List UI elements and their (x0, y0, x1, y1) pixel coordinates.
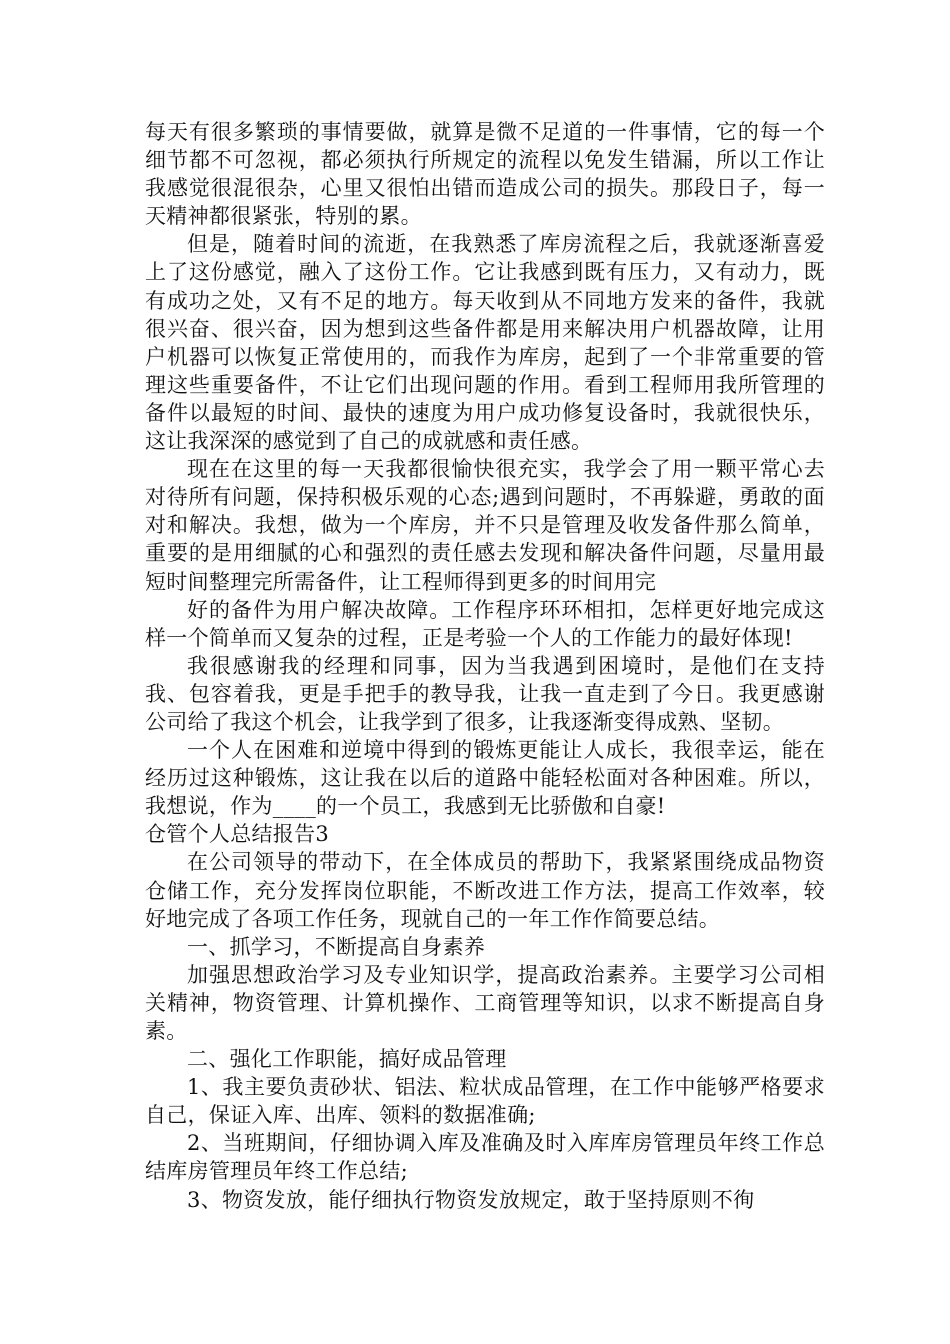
paragraph-3: 现在在这里的每一天我都很愉快很充实，我学会了用一颗平常心去对待所有问题，保持积极乐观的心态;遇到问题时，不再躲避，勇敢的面对和解决。我想，做为一个库房，并不只是管理及收发备件那么简单，重要的是用细腻的心和强烈的责任感去发现和解决备件问题，尽量用最短时间整理完所需备件，让工程师得到更多的时间用完 (145, 457, 825, 594)
list-item-1: 1、我主要负责砂状、铝法、粒状成品管理，在工作中能够严格要求自己，保证入库、出库、领料的数据准确; (145, 1075, 825, 1128)
list-item-3: 3、物资发放，能仔细执行物资发放规定，敢于坚持原则不徇 (187, 1187, 755, 1212)
section-title: 仓管个人总结报告3 (145, 822, 330, 847)
subheading-2: 二、强化工作职能，搞好成品管理 (187, 1047, 507, 1072)
list-item-2: 2、当班期间，仔细协调入库及准确及时入库库房管理员年终工作总结库房管理员年终工作总结; (145, 1131, 825, 1184)
document-body (145, 118, 825, 1214)
paragraph-2: 但是，随着时间的流逝，在我熟悉了库房流程之后，我就逐渐喜爱上了这份感觉，融入了这份工作。它让我感到既有压力，又有动力，既有成功之处，又有不足的地方。每天收到从不同地方发来的备件，我就很兴奋、很兴奋，因为想到这些备件都是用来解决用户机器故障，让用户机器可以恢复正常使用的，而我作为库房，起到了一个非常重要的管理这些重要备件，不让它们出现问题的作用。看到工程师用我所管理的备件以最短的时间、最快的速度为用户成功修复设备时，我就很快乐，这让我深深的感觉到了自己的成就感和责任感。 (145, 232, 825, 454)
paragraph-5: 我很感谢我的经理和同事，因为当我遇到困境时，是他们在支持我、包容着我，更是手把手的教导我，让我一直走到了今日。我更感谢公司给了我这个机会，让我学到了很多，让我逐渐变得成熟、坚韧。 (145, 653, 825, 734)
paragraph-7: 在公司领导的带动下，在全体成员的帮助下，我紧紧围绕成品物资仓储工作，充分发挥岗位职能，不断改进工作方法，提高工作效率，较好地完成了各项工作任务，现就自己的一年工作作简要总结。 (145, 850, 825, 931)
paragraph-6: 一个人在困难和逆境中得到的锻炼更能让人成长，我很幸运，能在经历过这种锻炼，这让我在以后的道路中能轻松面对各种困难。所以，我想说，作为____的一个员工，我感到无比骄傲和自豪! (145, 738, 825, 819)
paragraph-8: 加强思想政治学习及专业知识学，提高政治素养。主要学习公司相关精神，物资管理、计算机操作、工商管理等知识，以求不断提高自身素。 (145, 962, 825, 1043)
paragraph-4: 好的备件为用户解决故障。工作程序环环相扣，怎样更好地完成这样一个简单而又复杂的过程，正是考验一个人的工作能力的最好体现! (145, 597, 825, 650)
subheading-1: 一、抓学习，不断提高自身素养 (187, 934, 486, 959)
paragraph-1: 每天有很多繁琐的事情要做，就算是微不足道的一件事情，它的每一个细节都不可忽视，都必须执行所规定的流程以免发生错漏，所以工作让我感觉很混很杂，心里又很怕出错而造成公司的损失。那段日子，每一天精神都很紧张，特别的累。 (145, 120, 825, 229)
